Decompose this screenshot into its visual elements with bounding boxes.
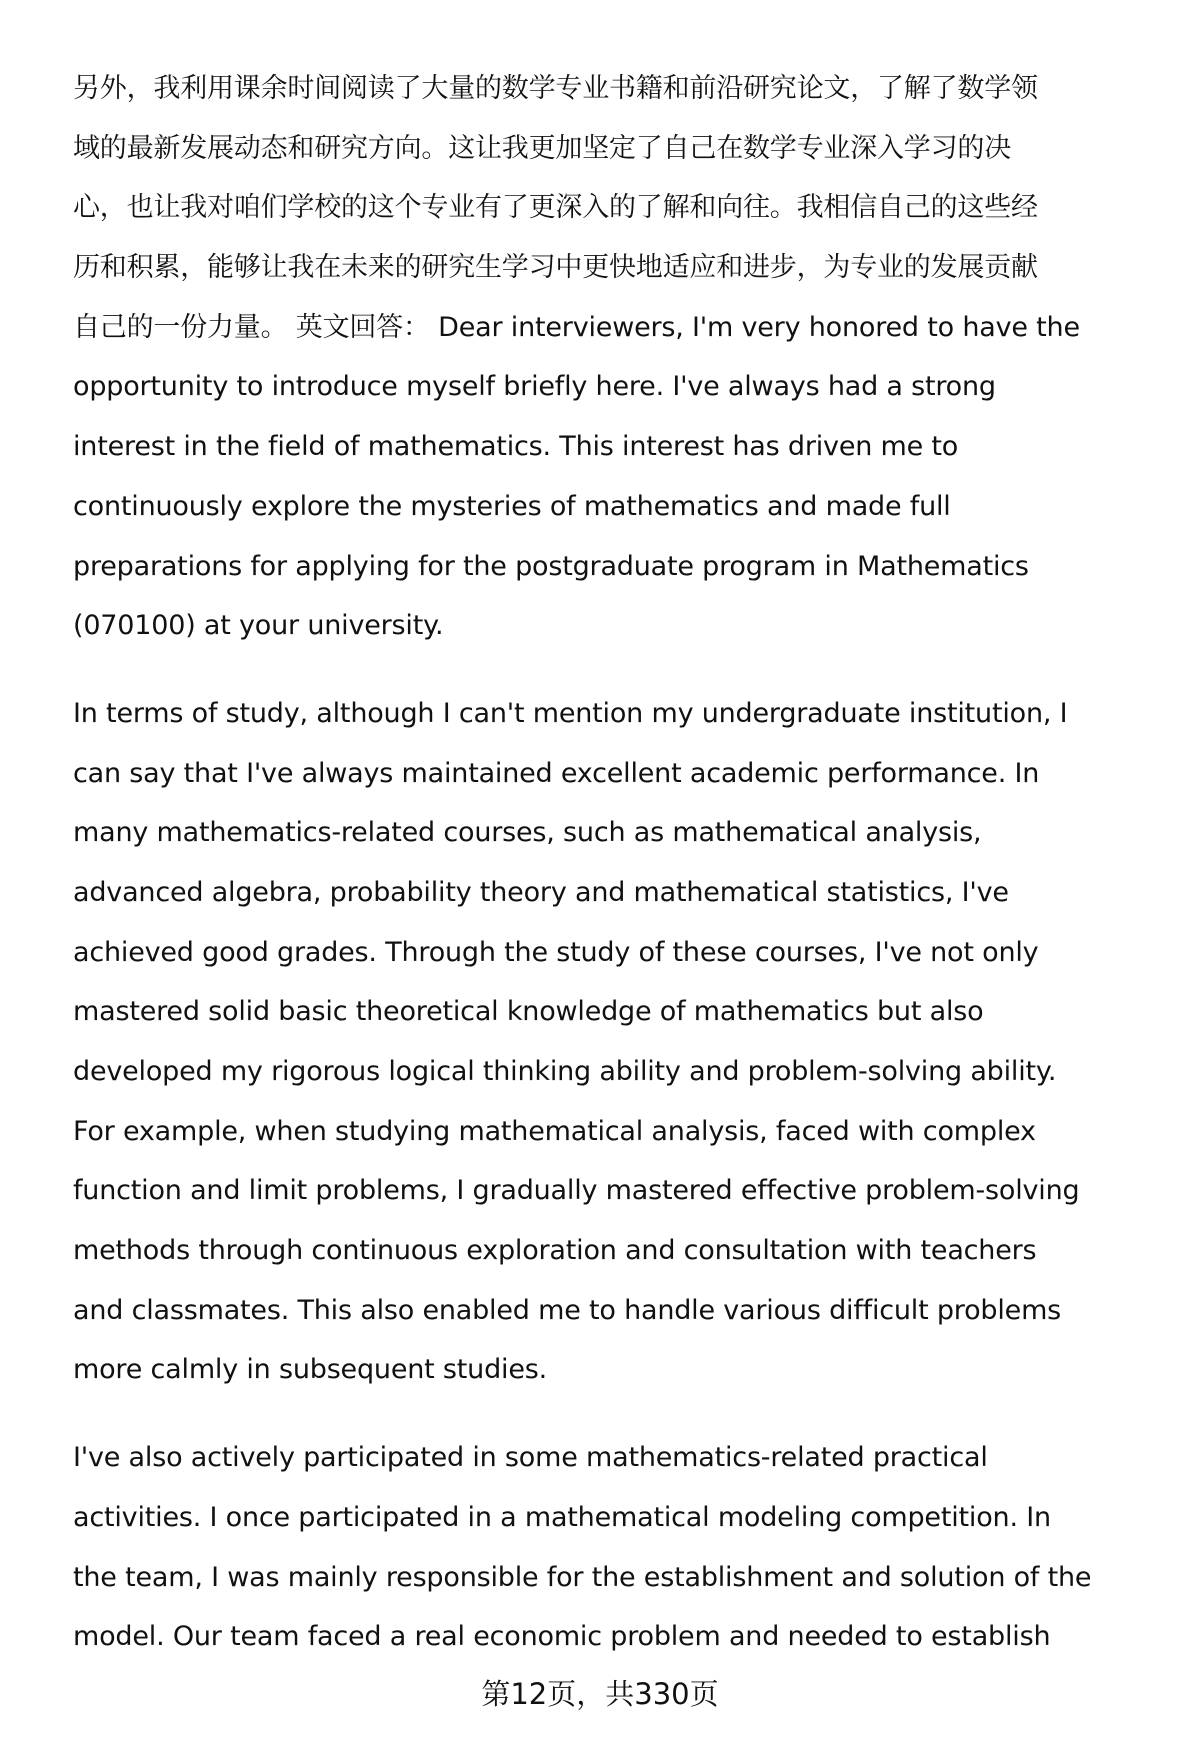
page-number: 第12页，共330页 <box>481 1677 719 1711</box>
text-line: 域的最新发展动态和研究方向。这让我更加坚定了自己在数学专业深入学习的决 <box>73 132 1011 164</box>
text-line: more calmly in subsequent studies. <box>73 1354 547 1386</box>
text-line: developed my rigorous logical thinking ability and problem-solving ability. <box>73 1056 1057 1087</box>
paragraph <box>73 59 1173 656</box>
text-line: the team, I was mainly responsible for the establishment and solution of the <box>73 1561 1092 1593</box>
text-line: many mathematics-related courses, such as mathematical analysis, <box>73 817 982 849</box>
text-line: 心，也让我对咱们学校的这个专业有了更深入的了解和向往。我相信自己的这些经 <box>73 192 1038 224</box>
text-line: and classmates. This also enabled me to handle various difficult problems <box>73 1294 1062 1326</box>
text-line: (070100) at your university. <box>73 610 444 642</box>
text-line: function and limit problems, I gradually mastered effective problem-solving <box>73 1175 1080 1207</box>
text-line: For example, when studying mathematical analysis, faced with complex <box>73 1115 1036 1147</box>
text-line: methods through continuous exploration and consultation with teachers <box>73 1235 1037 1267</box>
text-line: preparations for applying for the postgraduate program in Mathematics <box>73 550 1029 582</box>
text-line: 历和积累，能够让我在未来的研究生学习中更快地适应和进步，为专业的发展贡献 <box>73 252 1038 284</box>
text-line: can say that I've always maintained excellent academic performance. In <box>73 757 1040 789</box>
text-line: opportunity to introduce myself briefly here. I've always had a strong <box>73 371 996 403</box>
document-body <box>73 59 1173 1695</box>
text-line: activities. I once participated in a mathematical modeling competition. In <box>73 1501 1051 1533</box>
text-line: 自己的一份力量。 英文回答： Dear interviewers, I'm very honored to have the <box>73 311 1080 343</box>
text-line: advanced algebra, probability theory and mathematical statistics, I've <box>73 876 1009 908</box>
text-line: continuously explore the mysteries of mathematics and made full <box>73 490 951 522</box>
paragraph <box>73 1428 1173 1667</box>
text-line: 另外，我利用课余时间阅读了大量的数学专业书籍和前沿研究论文，了解了数学领 <box>73 73 1038 104</box>
text-line: I've also actively participated in some mathematics-related practical <box>73 1442 988 1474</box>
text-line: model. Our team faced a real economic problem and needed to establish <box>73 1621 1051 1653</box>
paragraph <box>73 684 1173 1400</box>
text-line: In terms of study, although I can't mention my undergraduate institution, I <box>73 697 1068 729</box>
text-line: mastered solid basic theoretical knowledge of mathematics but also <box>73 996 984 1028</box>
text-line: interest in the field of mathematics. This interest has driven me to <box>73 431 959 463</box>
text-line: achieved good grades. Through the study of these courses, I've not only <box>73 936 1039 968</box>
